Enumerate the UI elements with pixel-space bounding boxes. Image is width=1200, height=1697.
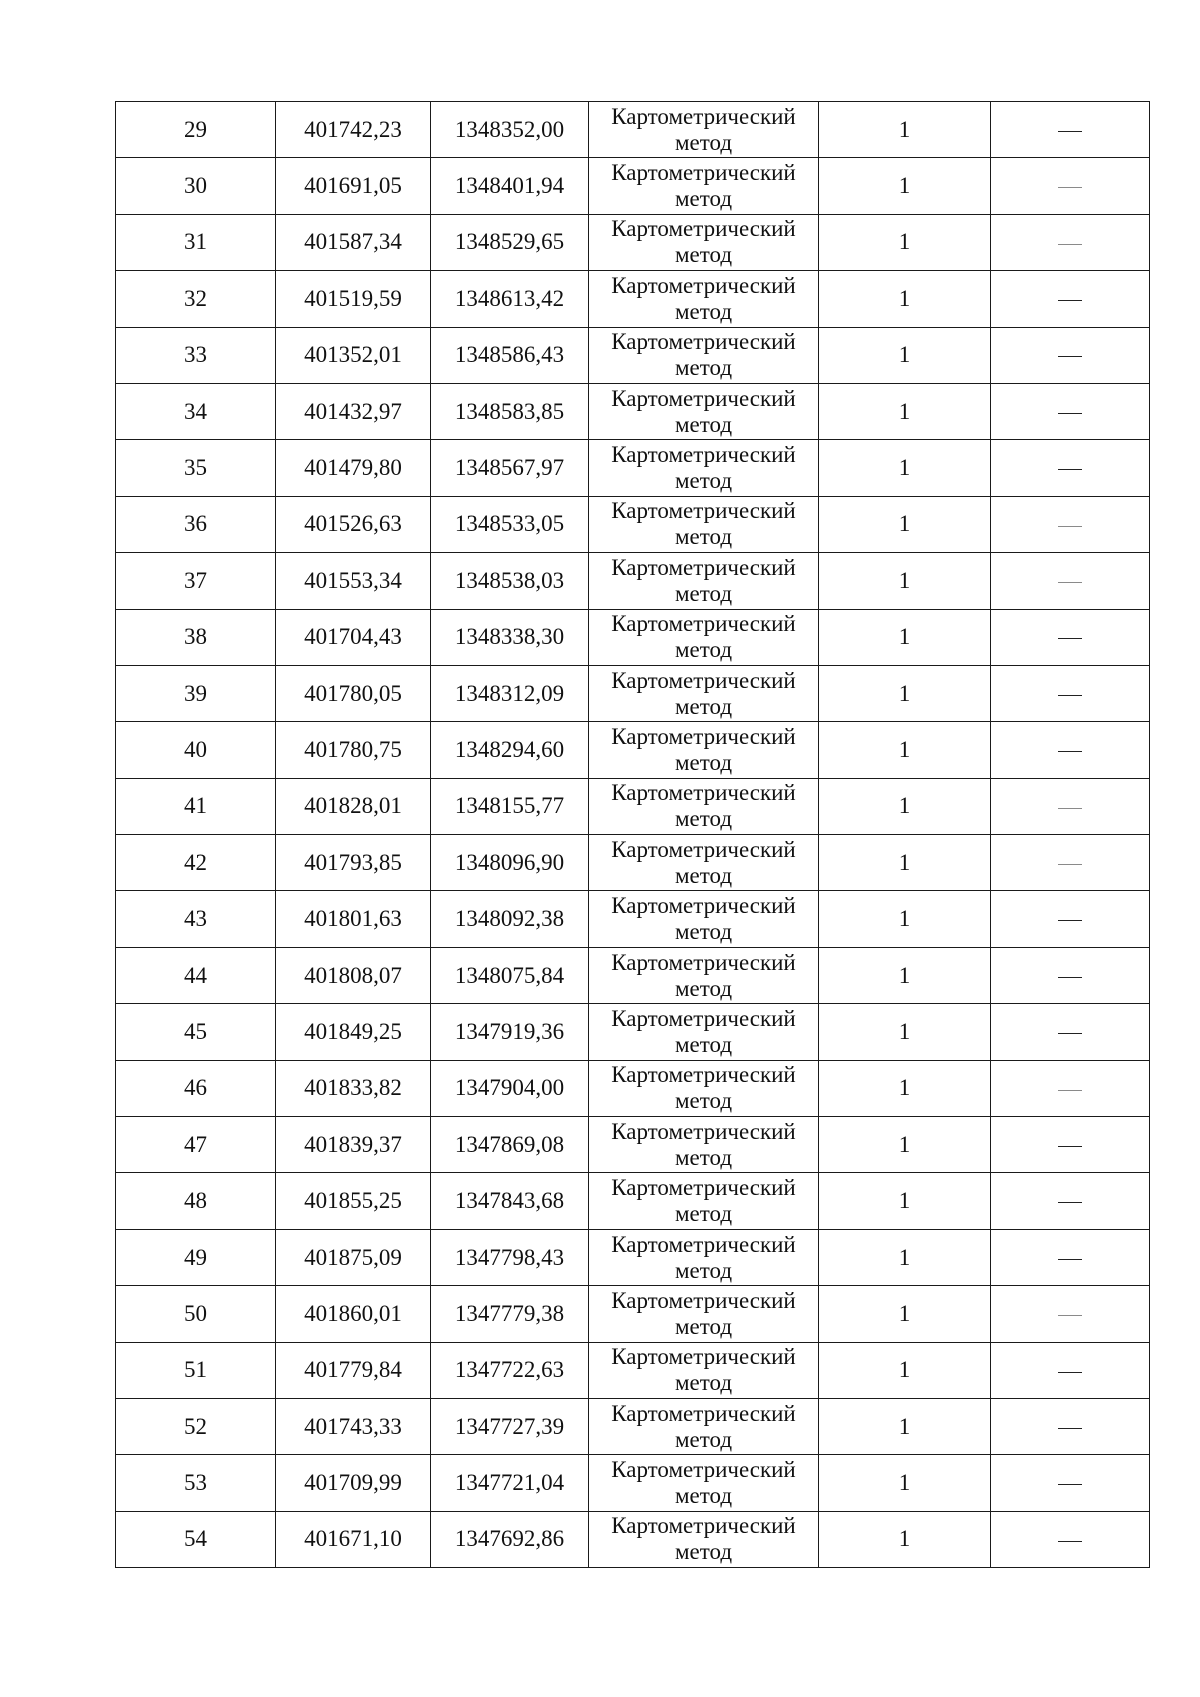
method-label-line2: метод	[674, 1483, 733, 1509]
coordinate-x-cell: 401849,25	[276, 1004, 431, 1060]
coordinate-y-cell: 1348401,94	[431, 158, 589, 214]
method-label-line1: Картометрический	[611, 1513, 796, 1539]
coordinate-y-cell: 1347721,04	[431, 1455, 589, 1511]
note-cell	[991, 722, 1150, 778]
point-number-cell: 36	[116, 496, 276, 552]
method-label-line1: Картометрический	[611, 1175, 796, 1201]
method-label-line2: метод	[674, 806, 733, 832]
method-label-line1: Картометрический	[611, 1118, 796, 1144]
accuracy-cell: 1	[819, 1004, 991, 1060]
coordinate-y-cell: 1347722,63	[431, 1342, 589, 1398]
method-cell	[589, 1342, 819, 1398]
em-dash-mark	[1058, 469, 1082, 470]
coordinate-x-cell: 401839,37	[276, 1117, 431, 1173]
accuracy-cell: 1	[819, 383, 991, 439]
em-dash-mark	[1058, 638, 1082, 639]
table-row	[116, 722, 1150, 778]
point-number-cell: 29	[116, 102, 276, 158]
coordinate-y-cell: 1347919,36	[431, 1004, 589, 1060]
point-number-cell: 45	[116, 1004, 276, 1060]
method-cell	[589, 383, 819, 439]
coordinate-x-cell: 401860,01	[276, 1286, 431, 1342]
method-label-line2: метод	[674, 637, 733, 663]
method-cell	[589, 102, 819, 158]
em-dash-mark	[1058, 751, 1082, 752]
note-cell	[991, 1342, 1150, 1398]
coordinate-x-cell: 401352,01	[276, 327, 431, 383]
note-cell	[991, 1455, 1150, 1511]
coordinate-x-cell: 401875,09	[276, 1229, 431, 1285]
method-cell	[589, 1173, 819, 1229]
point-number-cell: 37	[116, 553, 276, 609]
method-label-line1: Картометрический	[611, 1344, 796, 1370]
note-cell	[991, 214, 1150, 270]
em-dash-mark	[1058, 1090, 1082, 1091]
method-cell	[589, 778, 819, 834]
table-row	[116, 496, 1150, 552]
point-number-cell: 46	[116, 1060, 276, 1116]
coordinate-x-cell: 401519,59	[276, 271, 431, 327]
method-cell	[589, 1286, 819, 1342]
accuracy-cell: 1	[819, 553, 991, 609]
coordinate-x-cell: 401780,75	[276, 722, 431, 778]
coordinate-y-cell: 1348352,00	[431, 102, 589, 158]
accuracy-cell: 1	[819, 158, 991, 214]
em-dash-mark	[1058, 356, 1082, 357]
coordinates-table	[115, 101, 1150, 1568]
note-cell	[991, 1004, 1150, 1060]
note-cell	[991, 1117, 1150, 1173]
table-row	[116, 1229, 1150, 1285]
point-number-cell: 32	[116, 271, 276, 327]
method-cell	[589, 947, 819, 1003]
method-label-line2: метод	[674, 129, 733, 155]
coordinate-x-cell: 401833,82	[276, 1060, 431, 1116]
coordinate-x-cell: 401793,85	[276, 835, 431, 891]
coordinate-y-cell: 1347692,86	[431, 1511, 589, 1567]
accuracy-cell: 1	[819, 1060, 991, 1116]
note-cell	[991, 778, 1150, 834]
accuracy-cell: 1	[819, 440, 991, 496]
method-label-line1: Картометрический	[611, 103, 796, 129]
table-row	[116, 1286, 1150, 1342]
method-label-line2: метод	[674, 242, 733, 268]
method-label-line1: Картометрический	[611, 1005, 796, 1031]
coordinate-y-cell: 1348294,60	[431, 722, 589, 778]
coordinate-x-cell: 401801,63	[276, 891, 431, 947]
method-cell	[589, 1455, 819, 1511]
table-row	[116, 1342, 1150, 1398]
method-cell	[589, 722, 819, 778]
method-label-line1: Картометрический	[611, 160, 796, 186]
note-cell	[991, 665, 1150, 721]
coordinate-y-cell: 1348075,84	[431, 947, 589, 1003]
method-cell	[589, 158, 819, 214]
method-label-line1: Картометрический	[611, 723, 796, 749]
table-row	[116, 440, 1150, 496]
method-label-line2: метод	[674, 749, 733, 775]
accuracy-cell: 1	[819, 1117, 991, 1173]
note-cell	[991, 102, 1150, 158]
point-number-cell: 51	[116, 1342, 276, 1398]
note-cell	[991, 440, 1150, 496]
point-number-cell: 52	[116, 1398, 276, 1454]
point-number-cell: 40	[116, 722, 276, 778]
coordinate-x-cell: 401709,99	[276, 1455, 431, 1511]
table-row	[116, 1455, 1150, 1511]
em-dash-mark	[1058, 1372, 1082, 1373]
note-cell	[991, 1286, 1150, 1342]
em-dash-mark	[1058, 920, 1082, 921]
table-row	[116, 665, 1150, 721]
method-label-line2: метод	[674, 862, 733, 888]
em-dash-mark	[1058, 864, 1082, 865]
em-dash-mark	[1058, 695, 1082, 696]
method-cell	[589, 891, 819, 947]
method-cell	[589, 835, 819, 891]
coordinate-x-cell: 401855,25	[276, 1173, 431, 1229]
method-cell	[589, 1117, 819, 1173]
coordinate-x-cell: 401479,80	[276, 440, 431, 496]
method-label-line2: метод	[674, 355, 733, 381]
accuracy-cell: 1	[819, 609, 991, 665]
table-row	[116, 102, 1150, 158]
table-row	[116, 214, 1150, 270]
method-label-line2: метод	[674, 1088, 733, 1114]
em-dash-mark	[1058, 1484, 1082, 1485]
accuracy-cell: 1	[819, 1286, 991, 1342]
method-label-line1: Картометрический	[611, 949, 796, 975]
coordinate-x-cell: 401691,05	[276, 158, 431, 214]
em-dash-mark	[1058, 1202, 1082, 1203]
coordinate-y-cell: 1348338,30	[431, 609, 589, 665]
point-number-cell: 42	[116, 835, 276, 891]
method-cell	[589, 1004, 819, 1060]
method-cell	[589, 214, 819, 270]
coordinate-x-cell: 401828,01	[276, 778, 431, 834]
accuracy-cell: 1	[819, 1398, 991, 1454]
point-number-cell: 35	[116, 440, 276, 496]
point-number-cell: 39	[116, 665, 276, 721]
method-label-line1: Картометрический	[611, 611, 796, 637]
coordinate-y-cell: 1348529,65	[431, 214, 589, 270]
point-number-cell: 41	[116, 778, 276, 834]
method-label-line2: метод	[674, 580, 733, 606]
accuracy-cell: 1	[819, 271, 991, 327]
note-cell	[991, 1173, 1150, 1229]
em-dash-mark	[1058, 582, 1082, 583]
em-dash-mark	[1058, 1033, 1082, 1034]
method-label-line1: Картометрический	[611, 1231, 796, 1257]
method-label-line2: метод	[674, 1257, 733, 1283]
method-label-line1: Картометрический	[611, 780, 796, 806]
em-dash-mark	[1058, 300, 1082, 301]
method-label-line2: метод	[674, 1201, 733, 1227]
coordinate-y-cell: 1347727,39	[431, 1398, 589, 1454]
coordinate-y-cell: 1348538,03	[431, 553, 589, 609]
coordinate-x-cell: 401526,63	[276, 496, 431, 552]
accuracy-cell: 1	[819, 947, 991, 1003]
method-label-line2: метод	[674, 1031, 733, 1057]
note-cell	[991, 327, 1150, 383]
method-label-line1: Картометрический	[611, 1457, 796, 1483]
method-label-line2: метод	[674, 1426, 733, 1452]
method-cell	[589, 496, 819, 552]
method-label-line1: Картометрический	[611, 893, 796, 919]
coordinate-x-cell: 401780,05	[276, 665, 431, 721]
accuracy-cell: 1	[819, 1511, 991, 1567]
point-number-cell: 48	[116, 1173, 276, 1229]
table-row	[116, 835, 1150, 891]
em-dash-mark	[1058, 1259, 1082, 1260]
accuracy-cell: 1	[819, 102, 991, 158]
method-label-line2: метод	[674, 298, 733, 324]
coordinate-x-cell: 401742,23	[276, 102, 431, 158]
em-dash-mark	[1058, 244, 1082, 245]
method-label-line1: Картометрический	[611, 836, 796, 862]
note-cell	[991, 947, 1150, 1003]
accuracy-cell: 1	[819, 778, 991, 834]
accuracy-cell: 1	[819, 835, 991, 891]
method-label-line2: метод	[674, 1370, 733, 1396]
coordinate-y-cell: 1347869,08	[431, 1117, 589, 1173]
table-row	[116, 1511, 1150, 1567]
em-dash-mark	[1058, 1541, 1082, 1542]
coordinate-x-cell: 401704,43	[276, 609, 431, 665]
point-number-cell: 44	[116, 947, 276, 1003]
coordinate-y-cell: 1347843,68	[431, 1173, 589, 1229]
note-cell	[991, 1511, 1150, 1567]
point-number-cell: 50	[116, 1286, 276, 1342]
em-dash-mark	[1058, 1146, 1082, 1147]
table-row	[116, 947, 1150, 1003]
method-label-line2: метод	[674, 186, 733, 212]
em-dash-mark	[1058, 808, 1082, 809]
note-cell	[991, 553, 1150, 609]
point-number-cell: 31	[116, 214, 276, 270]
em-dash-mark	[1058, 526, 1082, 527]
note-cell	[991, 271, 1150, 327]
method-label-line2: метод	[674, 919, 733, 945]
note-cell	[991, 891, 1150, 947]
table-row	[116, 891, 1150, 947]
table-row	[116, 271, 1150, 327]
table-row	[116, 1173, 1150, 1229]
coordinate-y-cell: 1348092,38	[431, 891, 589, 947]
method-label-line2: метод	[674, 411, 733, 437]
coordinate-y-cell: 1348096,90	[431, 835, 589, 891]
coordinate-x-cell: 401432,97	[276, 383, 431, 439]
coordinate-x-cell: 401553,34	[276, 553, 431, 609]
accuracy-cell: 1	[819, 1173, 991, 1229]
point-number-cell: 49	[116, 1229, 276, 1285]
coordinate-y-cell: 1348567,97	[431, 440, 589, 496]
method-cell	[589, 665, 819, 721]
table-row	[116, 609, 1150, 665]
em-dash-mark	[1058, 187, 1082, 188]
method-label-line1: Картометрический	[611, 1062, 796, 1088]
coordinate-x-cell: 401671,10	[276, 1511, 431, 1567]
method-label-line1: Картометрический	[611, 385, 796, 411]
point-number-cell: 54	[116, 1511, 276, 1567]
point-number-cell: 33	[116, 327, 276, 383]
note-cell	[991, 1398, 1150, 1454]
method-label-line1: Картометрический	[611, 667, 796, 693]
method-label-line1: Картометрический	[611, 1287, 796, 1313]
table-row	[116, 778, 1150, 834]
note-cell	[991, 496, 1150, 552]
method-cell	[589, 327, 819, 383]
coordinate-x-cell: 401779,84	[276, 1342, 431, 1398]
accuracy-cell: 1	[819, 214, 991, 270]
accuracy-cell: 1	[819, 1455, 991, 1511]
accuracy-cell: 1	[819, 722, 991, 778]
coordinate-x-cell: 401743,33	[276, 1398, 431, 1454]
point-number-cell: 30	[116, 158, 276, 214]
method-label-line1: Картометрический	[611, 329, 796, 355]
coordinate-x-cell: 401587,34	[276, 214, 431, 270]
coordinate-y-cell: 1348533,05	[431, 496, 589, 552]
coordinate-y-cell: 1347904,00	[431, 1060, 589, 1116]
accuracy-cell: 1	[819, 496, 991, 552]
method-cell	[589, 1229, 819, 1285]
method-cell	[589, 440, 819, 496]
method-cell	[589, 609, 819, 665]
method-label-line2: метод	[674, 975, 733, 1001]
em-dash-mark	[1058, 1428, 1082, 1429]
accuracy-cell: 1	[819, 891, 991, 947]
table-row	[116, 1060, 1150, 1116]
em-dash-mark	[1058, 1315, 1082, 1316]
coordinates-table-body	[116, 102, 1150, 1568]
coordinate-y-cell: 1348583,85	[431, 383, 589, 439]
coordinate-y-cell: 1348586,43	[431, 327, 589, 383]
point-number-cell: 34	[116, 383, 276, 439]
method-label-line1: Картометрический	[611, 272, 796, 298]
table-row	[116, 1004, 1150, 1060]
method-label-line2: метод	[674, 1313, 733, 1339]
coordinate-y-cell: 1347798,43	[431, 1229, 589, 1285]
table-row	[116, 158, 1150, 214]
note-cell	[991, 835, 1150, 891]
accuracy-cell: 1	[819, 1342, 991, 1398]
point-number-cell: 38	[116, 609, 276, 665]
note-cell	[991, 383, 1150, 439]
table-row	[116, 553, 1150, 609]
table-row	[116, 383, 1150, 439]
note-cell	[991, 609, 1150, 665]
method-label-line2: метод	[674, 1144, 733, 1170]
method-cell	[589, 1511, 819, 1567]
note-cell	[991, 158, 1150, 214]
coordinate-y-cell: 1348312,09	[431, 665, 589, 721]
method-label-line1: Картометрический	[611, 216, 796, 242]
coordinate-y-cell: 1348155,77	[431, 778, 589, 834]
method-label-line1: Картометрический	[611, 442, 796, 468]
method-cell	[589, 553, 819, 609]
coordinate-y-cell: 1348613,42	[431, 271, 589, 327]
method-label-line2: метод	[674, 468, 733, 494]
method-label-line1: Картометрический	[611, 1400, 796, 1426]
em-dash-mark	[1058, 977, 1082, 978]
method-label-line1: Картометрический	[611, 554, 796, 580]
accuracy-cell: 1	[819, 665, 991, 721]
point-number-cell: 53	[116, 1455, 276, 1511]
coordinate-y-cell: 1347779,38	[431, 1286, 589, 1342]
accuracy-cell: 1	[819, 327, 991, 383]
em-dash-mark	[1058, 413, 1082, 414]
note-cell	[991, 1060, 1150, 1116]
accuracy-cell: 1	[819, 1229, 991, 1285]
method-cell	[589, 1060, 819, 1116]
table-row	[116, 1117, 1150, 1173]
table-row	[116, 327, 1150, 383]
method-cell	[589, 271, 819, 327]
coordinate-x-cell: 401808,07	[276, 947, 431, 1003]
point-number-cell: 43	[116, 891, 276, 947]
em-dash-mark	[1058, 131, 1082, 132]
method-cell	[589, 1398, 819, 1454]
note-cell	[991, 1229, 1150, 1285]
point-number-cell: 47	[116, 1117, 276, 1173]
method-label-line2: метод	[674, 1539, 733, 1565]
method-label-line2: метод	[674, 524, 733, 550]
table-row	[116, 1398, 1150, 1454]
method-label-line1: Картометрический	[611, 498, 796, 524]
method-label-line2: метод	[674, 693, 733, 719]
